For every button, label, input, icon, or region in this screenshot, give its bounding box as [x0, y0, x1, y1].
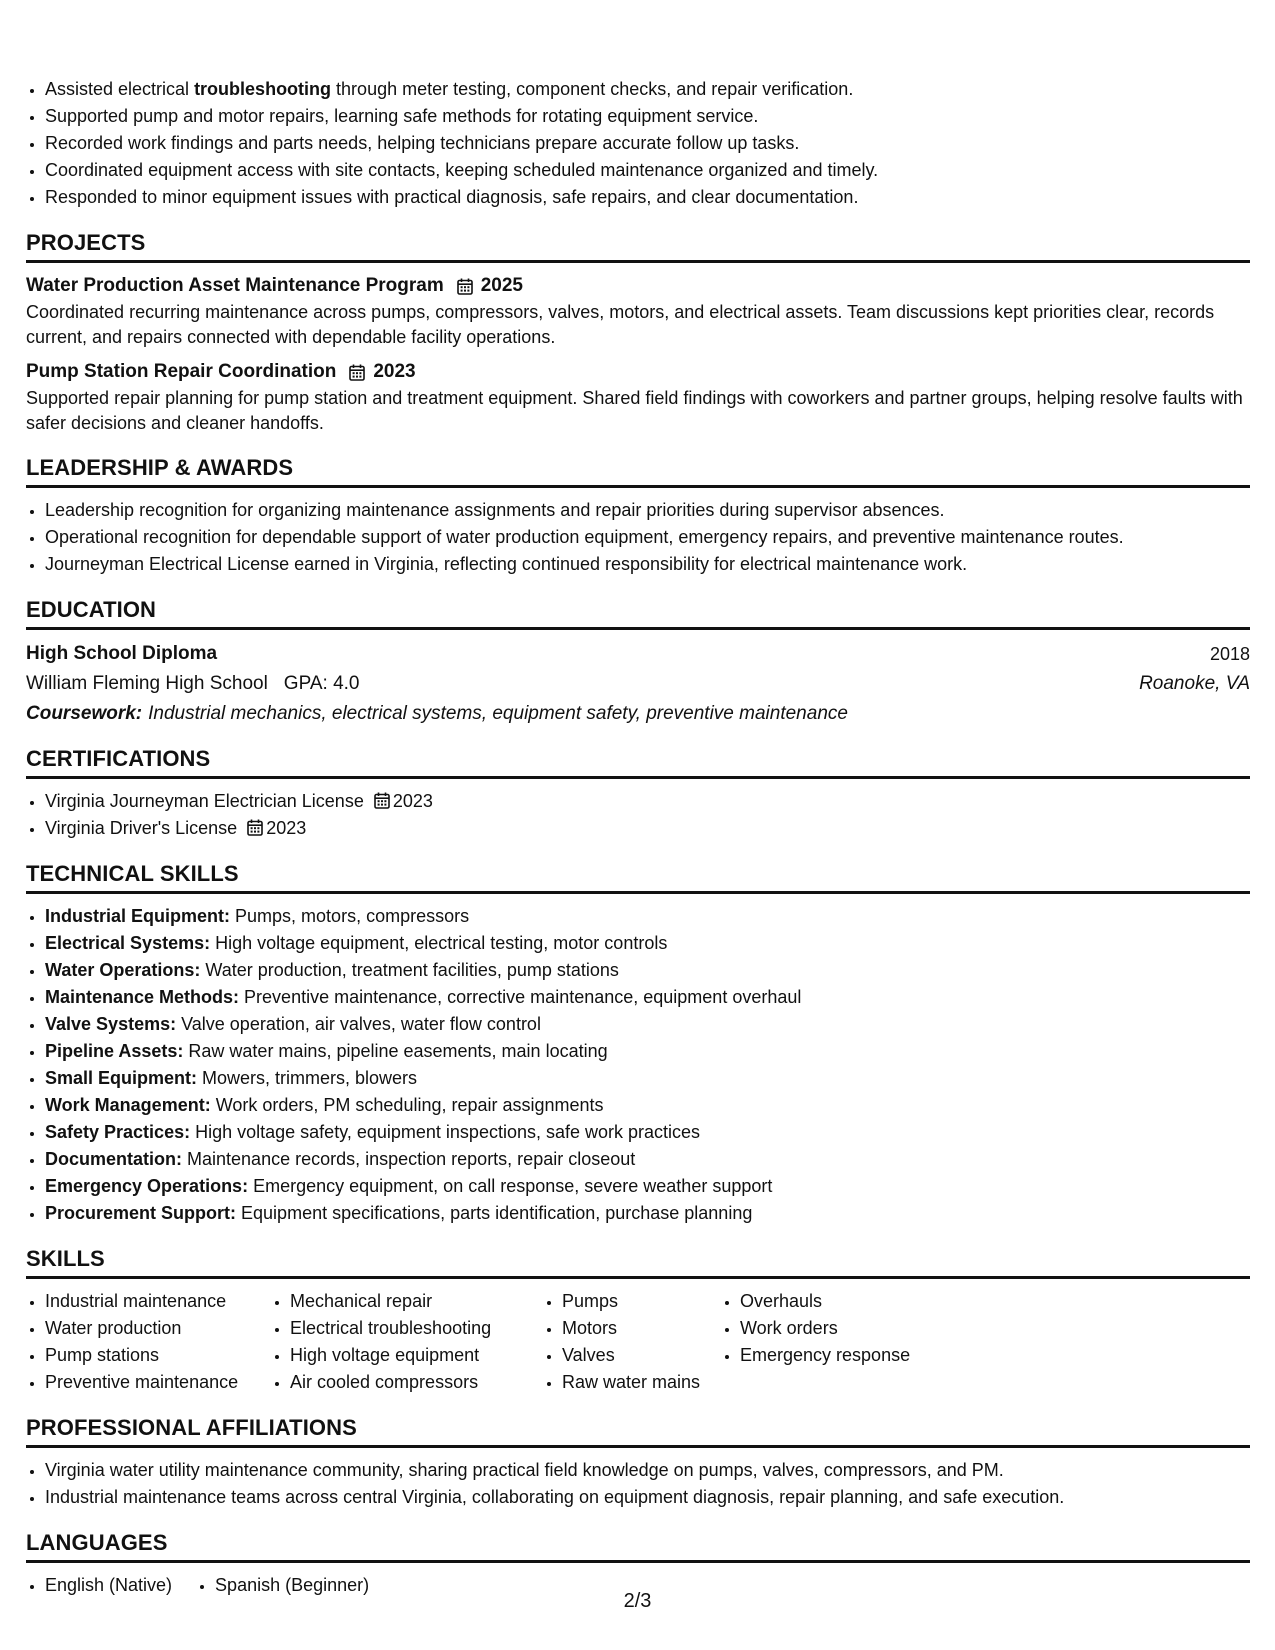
technical-skill: • Electrical Systems: High voltage equipment, electrical testing, motor controls [45, 930, 1250, 957]
skills-column [271, 1288, 543, 1396]
technical-skill: • Work Management: Work orders, PM scheduling, repair assignments [45, 1092, 1250, 1119]
technical-skill: • Pipeline Assets: Raw water mains, pipeline easements, main locating [45, 1038, 1250, 1065]
languages-section [26, 1519, 1250, 1599]
technical-skill: • Safety Practices: High voltage safety, equipment inspections, safe work practices [45, 1119, 1250, 1146]
certification-name: Virginia Driver's License [45, 818, 238, 838]
section-heading: LANGUAGES [26, 1519, 1250, 1563]
calendar-icon [457, 278, 473, 295]
certification-item [45, 815, 1250, 842]
technical-skill: • Small Equipment: Mowers, trimmers, blowers [45, 1065, 1250, 1092]
certifications-list [26, 788, 1250, 842]
section-heading: PROJECTS [26, 219, 1250, 263]
skills-column [543, 1288, 721, 1396]
skill-item: • Mechanical repair [290, 1288, 525, 1315]
affiliations-list [26, 1457, 1250, 1511]
technical-skill: • Procurement Support: Equipment specifications, parts identification, purchase planning [45, 1200, 1250, 1227]
technical-skill: • Industrial Equipment: Pumps, motors, compressors [45, 903, 1250, 930]
skill-item: • Pumps [562, 1288, 703, 1315]
skill-item: • Valves [562, 1342, 703, 1369]
skill-item: • Motors [562, 1315, 703, 1342]
leadership-list [26, 497, 1250, 578]
technical-skill: • Maintenance Methods: Preventive maintenance, corrective maintenance, equipment overhaul [45, 984, 1250, 1011]
page-number: 2/3 [623, 1590, 652, 1612]
experience-bullet: • Responded to minor equipment issues with practical diagnosis, safe repairs, and clear documentation. [45, 184, 1250, 211]
list-item: • Operational recognition for dependable support of water production equipment, emergency repairs, and preventive maintenance routes. [45, 524, 1250, 551]
project-title: Pump Station Repair Coordination [26, 361, 337, 382]
skill-item: • Industrial maintenance [45, 1288, 253, 1315]
language-item: • Spanish (Beginner) [215, 1572, 369, 1599]
section-heading: SKILLS [26, 1235, 1250, 1279]
experience-bullets [26, 76, 1250, 211]
skills-column [26, 1288, 271, 1396]
leadership-section [26, 444, 1250, 578]
project-description: Coordinated recurring maintenance across pumps, compressors, valves, motors, and electrical assets. Team discussions kept priorities clear, records current, and repairs connected with dependable facility operations. [26, 302, 1215, 347]
section-heading: LEADERSHIP & AWARDS [26, 444, 1250, 488]
gpa: GPA: 4.0 [283, 673, 360, 694]
skill-item: • Electrical troubleshooting [290, 1315, 525, 1342]
resume-page [26, 76, 1250, 1599]
technical-skill: • Water Operations: Water production, treatment facilities, pump stations [45, 957, 1250, 984]
skill-item: • Pump stations [45, 1342, 253, 1369]
list-item: • Industrial maintenance teams across central Virginia, collaborating on equipment diagnosis, repair planning, and safe execution. [45, 1484, 1250, 1511]
school-location: Roanoke, VA [1139, 673, 1250, 694]
coursework-label: Coursework: [26, 703, 143, 724]
skill-item: • Overhauls [740, 1288, 941, 1315]
section-heading: TECHNICAL SKILLS [26, 850, 1250, 894]
calendar-icon [349, 364, 365, 381]
section-heading: PROFESSIONAL AFFILIATIONS [26, 1404, 1250, 1448]
skill-item: • Water production [45, 1315, 253, 1342]
project-year: 2023 [373, 361, 416, 382]
project-title: Water Production Asset Maintenance Program [26, 275, 444, 296]
technical-skill: • Valve Systems: Valve operation, air valves, water flow control [45, 1011, 1250, 1038]
calendar-icon [247, 819, 263, 836]
school-name: William Fleming High School [26, 673, 268, 694]
skill-item: • High voltage equipment [290, 1342, 525, 1369]
education-header-row [26, 639, 1250, 669]
technical-skill: • Documentation: Maintenance records, inspection reports, repair closeout [45, 1146, 1250, 1173]
coursework-row [26, 699, 1250, 729]
certifications-section [26, 735, 1250, 842]
school-info [26, 669, 359, 699]
skills-column [721, 1288, 959, 1396]
project-title-row [26, 358, 1250, 386]
language-item: • English (Native) [45, 1572, 172, 1599]
affiliations-section [26, 1404, 1250, 1511]
skill-item: • Emergency response [740, 1342, 941, 1369]
project-year: 2025 [480, 275, 524, 296]
skills-columns [26, 1288, 1250, 1396]
experience-bullet: • Coordinated equipment access with site contacts, keeping scheduled maintenance organized and timely. [45, 157, 1250, 184]
certification-year: 2023 [266, 818, 307, 838]
coursework-text: Industrial mechanics, electrical systems, equipment safety, preventive maintenance [148, 703, 848, 724]
experience-bullet: • Supported pump and motor repairs, learning safe methods for rotating equipment service. [45, 103, 1250, 130]
skills-section [26, 1235, 1250, 1396]
graduation-year: 2018 [1209, 644, 1250, 664]
degree: High School Diploma [26, 643, 218, 664]
project-description: Supported repair planning for pump station and treatment equipment. Shared field findings with coworkers and partner groups, helping resolve faults with safer decisions and cleaner handoffs. [26, 388, 1243, 433]
list-item: • Journeyman Electrical License earned in Virginia, reflecting continued responsibility for electrical maintenance work. [45, 551, 1250, 578]
list-item: • Virginia water utility maintenance community, sharing practical field knowledge on pumps, valves, compressors, and PM. [45, 1457, 1250, 1484]
list-item: • Leadership recognition for organizing maintenance assignments and repair priorities during supervisor absences. [45, 497, 1250, 524]
section-heading: EDUCATION [26, 586, 1250, 630]
section-heading: CERTIFICATIONS [26, 735, 1250, 779]
project-title-row [26, 272, 1250, 300]
education-section [26, 586, 1250, 729]
calendar-icon [374, 792, 390, 809]
experience-bullet: • Assisted electrical troubleshooting through meter testing, component checks, and repair verification. [45, 76, 1250, 103]
certification-name: Virginia Journeyman Electrician License [45, 791, 364, 811]
experience-bullet: • Recorded work findings and parts needs, helping technicians prepare accurate follow up tasks. [45, 130, 1250, 157]
skill-item: • Preventive maintenance [45, 1369, 253, 1396]
skill-item: • Air cooled compressors [290, 1369, 525, 1396]
skill-item: • Raw water mains [562, 1369, 703, 1396]
certification-year: 2023 [392, 791, 433, 811]
skill-item: • Work orders [740, 1315, 941, 1342]
certification-item [45, 788, 1250, 815]
technical-skills-section [26, 850, 1250, 1227]
projects-section [26, 219, 1250, 436]
technical-skill: • Emergency Operations: Emergency equipment, on call response, severe weather support [45, 1173, 1250, 1200]
technical-skills-list [26, 903, 1250, 1227]
education-school-row [26, 669, 1250, 699]
